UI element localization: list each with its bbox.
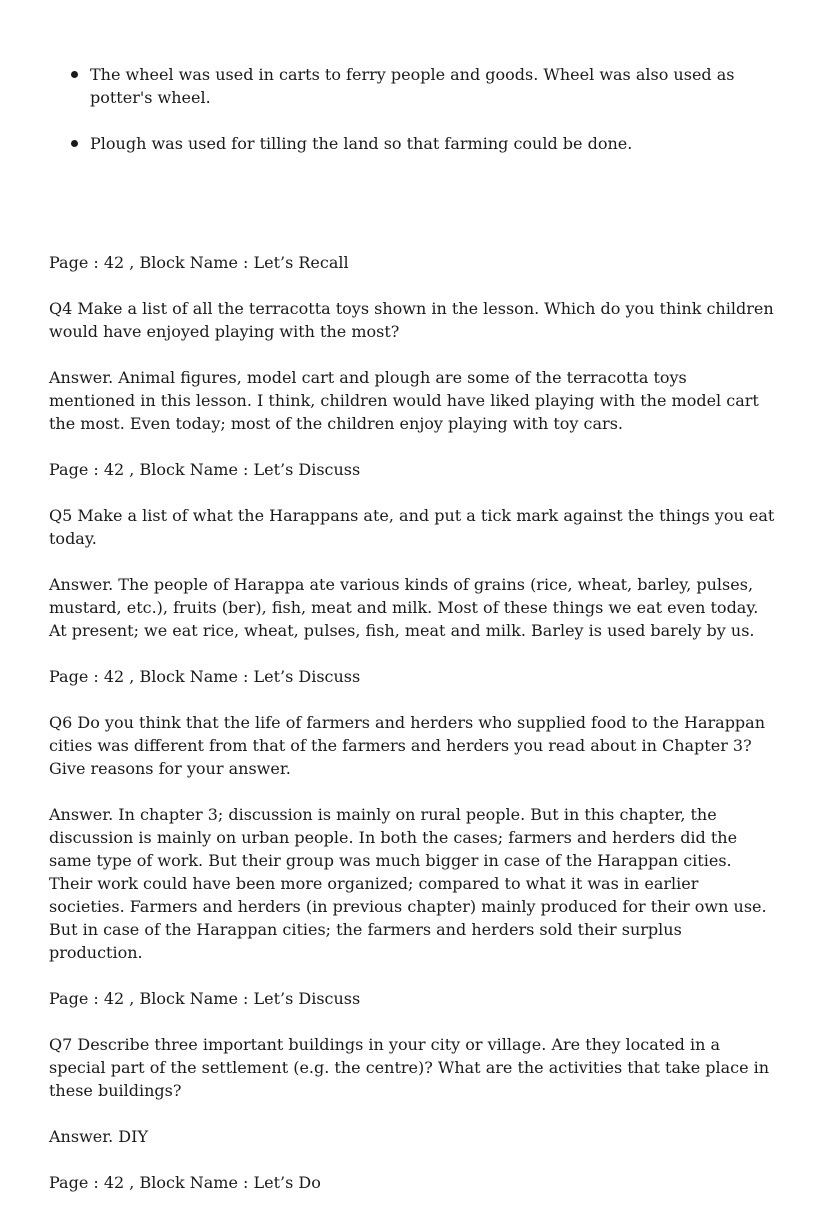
section-header-q5: Page : 42 , Block Name : Let’s Discuss	[49, 460, 361, 479]
answer-q7: Answer. DIY	[49, 1127, 149, 1146]
answer-q4: Answer. Animal figures, model cart and plough are some of the terracotta toys mentioned in this lesson. I think, children would have liked playing with the model cart the most. Even today; most of the children enjoy playing with toy cars.	[49, 368, 759, 433]
question-q7: Q7 Describe three important buildings in your city or village. Are they located in a special part of the settlement (e.g. the centre)? What are the activities that take place in these buildings?	[49, 1035, 770, 1100]
answer-q5: Answer. The people of Harappa ate various kinds of grains (rice, wheat, barley, pulses, mustard, etc.), fruits (ber), fish, meat and milk. Most of these things we eat even today. At present; we eat rice, wheat, pulses, fish, meat and milk. Barley is used barely by us.	[49, 575, 759, 640]
section-header-q4: Page : 42 , Block Name : Let’s Recall	[49, 253, 349, 272]
spacer	[49, 178, 777, 251]
question-q6: Q6 Do you think that the life of farmers and herders who supplied food to the Harappan cities was different from that of the farmers and herders you read about in Chapter 3? Give reasons for your answer.	[49, 713, 766, 778]
bullet-item-wheel: The wheel was used in carts to ferry people and goods. Wheel was also used as potter's wheel.	[49, 63, 777, 109]
document-page	[49, 63, 777, 1217]
bullet-list	[49, 63, 777, 155]
question-q4: Q4 Make a list of all the terracotta toys shown in the lesson. Which do you think children would have enjoyed playing with the most?	[49, 299, 774, 341]
answer-q6: Answer. In chapter 3; discussion is mainly on rural people. But in this chapter, the discussion is mainly on urban people. In both the cases; farmers and herders did the same type of work. But their group was much bigger in case of the Harappan cities. Their work could have been more organized; compared to what it was in earlier societies. Farmers and herders (in previous chapter) mainly produced for their own use. But in case of the Harappan cities; the farmers and herders sold their surplus production.	[49, 805, 767, 962]
section-header-q6: Page : 42 , Block Name : Let’s Discuss	[49, 667, 361, 686]
question-q5: Q5 Make a list of what the Harappans ate, and put a tick mark against the things you eat today.	[49, 506, 775, 548]
section-header-lets-do: Page : 42 , Block Name : Let’s Do	[49, 1173, 321, 1192]
section-header-q7: Page : 42 , Block Name : Let’s Discuss	[49, 989, 361, 1008]
bullet-item-plough: Plough was used for tilling the land so that farming could be done.	[49, 132, 777, 155]
